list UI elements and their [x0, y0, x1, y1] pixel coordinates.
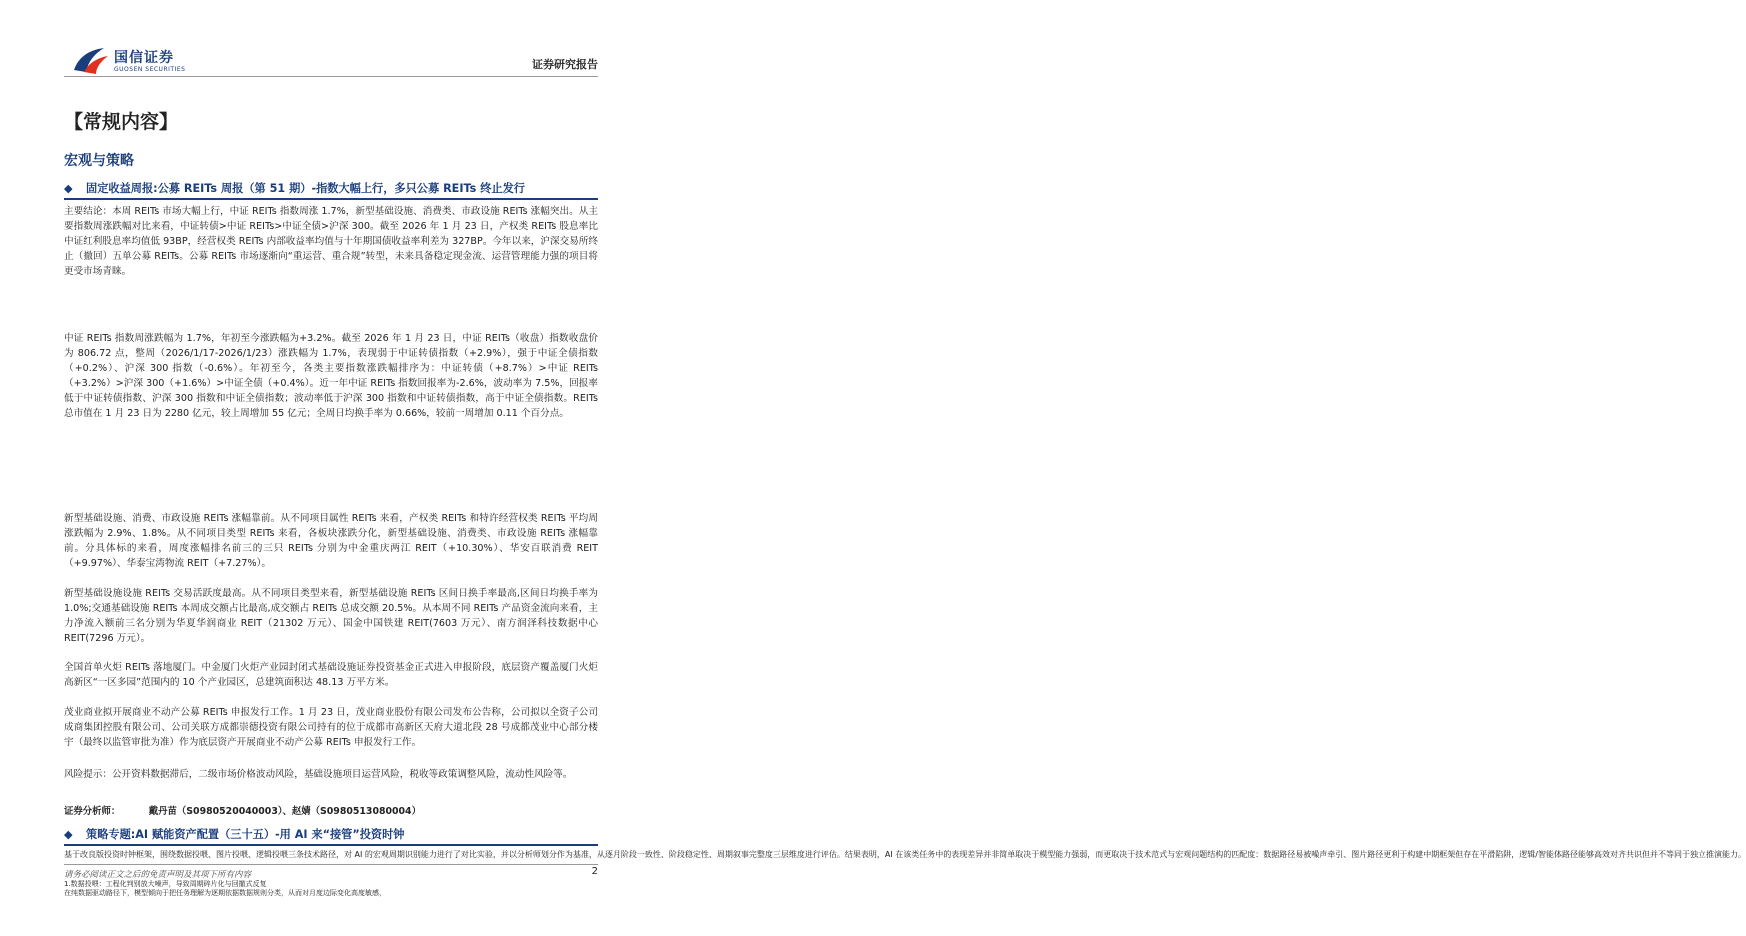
analyst-label: 证券分析师： [64, 806, 121, 817]
logo-text-en: GUOSEN SECURITIES [114, 66, 186, 73]
article-title-text: 策略专题:AI 赋能资产配置（三十五）-用 AI 来“接管”投资时钟 [86, 828, 405, 841]
paragraph: 1.数据投喂：工程化判别放大噪声，导致周期碎片化与回撤式反复 [64, 880, 267, 888]
paragraph: 新型基础设施设施 REITs 交易活跃度最高。从不同项目类型来看，新型基础设施 REITs 区间日换手率最高,区间日均换手率为 1.0%;交通基础设施 REITs 本周成交额占比最高,成交额占 REITs 总成交额 20.5%。从本周不同 REITs 产品资金流向来看，主力净流入额前三名分别为华夏华润商业 REIT（21302 万元）、国金中国铁建 REIT(7603 万元）、南方润泽科技数据中心 REIT(7296 万元）。 [64, 588, 598, 645]
disclaimer-text: 请务必阅读正文之后的免责声明及其项下所有内容 [64, 870, 252, 880]
diamond-bullet-icon: ◆ [64, 828, 73, 841]
continuation-area [64, 880, 598, 936]
paragraph: 新型基础设施、消费、市政设施 REITs 涨幅靠前。从不同项目属性 REITs 来看，产权类 REITs 和特许经营权类 REITs 平均周涨跌幅为 2.9%、1.8%。从不同项目类型 REITs 来看，各板块涨跌分化，新型基础设施、消费类、市政设施 REITs 涨幅靠前。分具体标的来看，周度涨幅排名前三的三只 REITs 分别为中金重庆两江 REIT（+10.30%）、华安百联消费 REIT（+9.97%）、华泰宝湾物流 REIT（+7.27%）。 [64, 513, 598, 570]
section-title: 【常规内容】 [64, 111, 179, 133]
footer-divider [64, 864, 598, 865]
paragraph: 风险提示：公开资料数据滞后，二级市场价格波动风险，基础设施项目运营风险，税收等政策调整风险，流动性风险等。 [64, 769, 573, 780]
paragraph: 中证 REITs 指数周涨跌幅为 1.7%，年初至今涨跌幅为+3.2%。截至 2026 年 1 月 23 日，中证 REITs（收盘）指数收盘价为 806.72 点，整周（2026/1/17-2026/1/23）涨跌幅为 1.7%，表现弱于中证转债指数（+2.9%），强于中证全债指数（+0.2%）、沪深 300 指数（-0.6%）。年初至今，各类主要指数涨跌幅排序为：中证转债（+8.7%）>中证 REITs（+3.2%）>沪深 300（+1.6%）>中证全债（+0.4%）。近一年中证 REITs 指数回报率为-2.6%，波动率为 7.5%，回报率低于中证转债指数、沪深 300 指数和中证全债指数；波动率低于沪深 300 指数和中证转债指数，高于中证全债指数。REITs 总市值在 1 月 23 日为 2280 亿元，较上周增加 55 亿元；全周日均换手率为 0.66%，较前一周增加 0.11 个百分点。 [64, 333, 598, 420]
report-type-label: 证券研究报告 [532, 58, 598, 71]
analyst-names: 戴丹苗（S0980520040003）、赵婧（S0980513080004） [148, 806, 421, 817]
paragraph: 全国首单火炬 REITs 落地厦门。中金厦门火炬产业园封闭式基础设施证券投资基金正式进入申报阶段，底层资产覆盖厦门火炬高新区“一区多园”范围内的 10 个产业园区，总建筑面积达 48.13 万平方米。 [64, 662, 598, 689]
paragraph: 主要结论：本周 REITs 市场大幅上行，中证 REITs 指数周涨 1.7%，新型基础设施、消费类、市政设施 REITs 涨幅突出。从主要指数周涨跌幅对比来看，中证转债>中证 REITs>中证全债>沪深 300。截至 2026 年 1 月 23 日，产权类 REITs 股息率比中证红利股息率均值低 93BP，经营权类 REITs 内部收益率均值与十年期国债收益率利差为 327BP。今年以来，沪深交易所终止（撤回）五单公募 REITs。公募 REITs 市场逐渐向“重运营、重合规”转型，未来具备稳定现金流、运营管理能力强的项目将更受市场青睐。 [64, 206, 598, 278]
article-title-underline [64, 198, 598, 200]
paragraph: 在纯数据驱动路径下，模型倾向于把任务理解为逐期依据数据规则分类，从而对月度边际变化高度敏感， [64, 889, 386, 897]
paragraph: 茂业商业拟开展商业不动产公募 REITs 申报发行工作。1 月 23 日，茂业商业股份有限公司发布公告称，公司拟以全资子公司成商集团控股有限公司、公司关联方成都崇德投资有限公司持有的位于成都市高新区天府大道北段 28 号成都茂业中心部分楼宇（最终以监管审批为准）作为底层资产开展商业不动产公募 REITs 申报发行工作。 [64, 707, 598, 749]
company-logo [70, 44, 200, 78]
paragraph: 基于改良版投资时钟框架，围绕数据投喂、图片投喂、逻辑投喂三条技术路径，对 AI 的宏观周期识别能力进行了对比实验，并以分析师划分作为基准，从逐月阶段一致性、阶段稳定性、周期叙事完整度三层维度进行评估。结果表明，AI 在该类任务中的表现差异并非简单取决于模型能力强弱，而更取决于技术范式与宏观问题结构的匹配度：数据路径易被噪声牵引、图片路径更利于构建中期框架但存在平滑陷阱，逻辑/智能体路径能够高效对齐共识但并不等同于独立推演能力。 [64, 850, 1746, 859]
diamond-bullet-icon: ◆ [64, 182, 73, 195]
analyst-line [64, 803, 598, 817]
article-title-underline [64, 844, 598, 846]
page-number: 2 [591, 866, 598, 877]
guosen-logo-icon [70, 44, 110, 76]
article-title [64, 180, 525, 196]
article-title-text: 固定收益周报:公募 REITs 周报（第 51 期）-指数大幅上行，多只公募 REITs 终止发行 [86, 182, 525, 195]
logo-text-cn: 国信证券 [114, 50, 174, 66]
subsection-title: 宏观与策略 [64, 153, 134, 169]
article-title [64, 826, 404, 842]
header-divider [64, 76, 598, 77]
page-header [0, 0, 662, 84]
